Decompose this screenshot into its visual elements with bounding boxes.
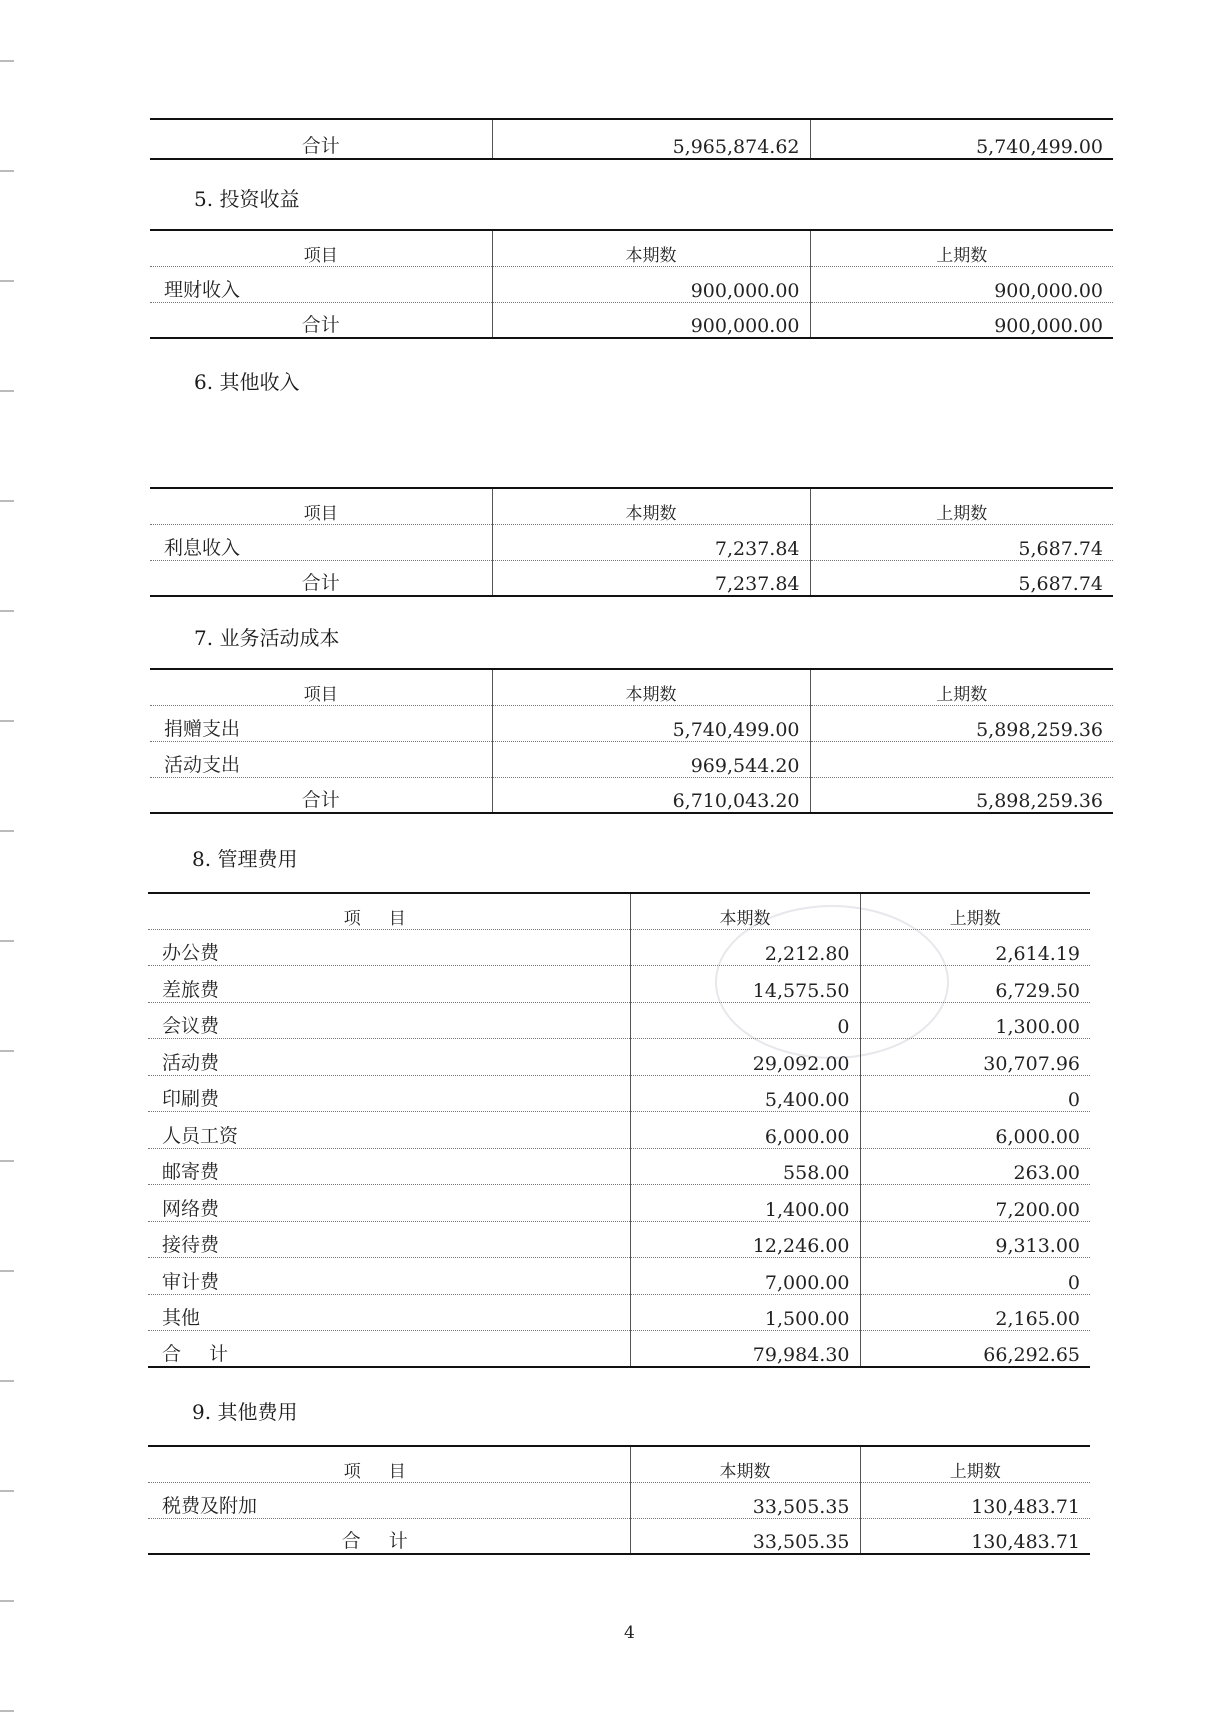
- previous-value: 900,000.00: [810, 302, 1113, 338]
- header-current: 本期数: [492, 230, 810, 266]
- current-value: 29,092.00: [630, 1039, 860, 1076]
- other-expense-table: [148, 1445, 1090, 1555]
- current-value: 0: [630, 1002, 860, 1039]
- row-label: 邮寄费: [148, 1148, 630, 1185]
- previous-value: 130,483.71: [860, 1482, 1090, 1518]
- row-label: 税费及附加: [148, 1482, 630, 1518]
- row-label: 审计费: [148, 1258, 630, 1295]
- row-label: 利息收入: [150, 524, 492, 560]
- current-value: 33,505.35: [630, 1518, 860, 1554]
- previous-value: 30,707.96: [860, 1039, 1090, 1076]
- current-value: 7,237.84: [492, 560, 810, 596]
- table-row: [150, 266, 1113, 302]
- row-label: 办公费: [148, 929, 630, 966]
- admin-expense-table: [148, 892, 1090, 1368]
- current-value: 5,400.00: [630, 1075, 860, 1112]
- row-label: 合计: [301, 572, 340, 594]
- current-value: 969,544.20: [492, 741, 810, 777]
- header-previous: 上期数: [810, 669, 1113, 705]
- current-value: 1,400.00: [630, 1185, 860, 1222]
- current-value: 900,000.00: [492, 266, 810, 302]
- previous-value: 6,729.50: [860, 966, 1090, 1003]
- table-row: [148, 1294, 1090, 1331]
- current-value: 12,246.00: [630, 1221, 860, 1258]
- header-current: 本期数: [630, 1446, 860, 1482]
- row-label: 活动费: [148, 1039, 630, 1076]
- table-row: [150, 741, 1113, 777]
- current-value: 6,710,043.20: [492, 777, 810, 813]
- header-previous: 上期数: [810, 488, 1113, 524]
- previous-value: 2,165.00: [860, 1294, 1090, 1331]
- other-income-table: [150, 487, 1113, 597]
- current-value: 5,965,874.62: [492, 119, 810, 159]
- current-value: 558.00: [630, 1148, 860, 1185]
- row-label: 其他: [148, 1294, 630, 1331]
- previous-value: 7,200.00: [860, 1185, 1090, 1222]
- top-total-table: [150, 118, 1113, 160]
- table-row: [148, 1002, 1090, 1039]
- current-value: 5,740,499.00: [492, 705, 810, 741]
- header-previous: 上期数: [810, 230, 1113, 266]
- table-row: [148, 1112, 1090, 1149]
- previous-value: 5,740,499.00: [810, 119, 1113, 159]
- row-label: 合计: [341, 1530, 436, 1552]
- table-row: [150, 119, 1113, 159]
- header-item: 项目: [148, 893, 630, 929]
- business-cost-table: [150, 668, 1113, 814]
- header-previous: 上期数: [860, 893, 1090, 929]
- table-row: [148, 966, 1090, 1003]
- previous-value: 130,483.71: [860, 1518, 1090, 1554]
- header-previous: 上期数: [860, 1446, 1090, 1482]
- current-value: 33,505.35: [630, 1482, 860, 1518]
- table-row: [148, 1518, 1090, 1554]
- previous-value: 5,898,259.36: [810, 777, 1113, 813]
- current-value: 6,000.00: [630, 1112, 860, 1149]
- table-header-row: [150, 230, 1113, 266]
- section-title: 5. 投资收益: [194, 187, 300, 211]
- current-value: 1,500.00: [630, 1294, 860, 1331]
- row-label: 活动支出: [150, 741, 492, 777]
- row-label: 会议费: [148, 1002, 630, 1039]
- investment-income-table: [150, 229, 1113, 339]
- previous-value: 66,292.65: [860, 1331, 1090, 1368]
- table-row: [150, 705, 1113, 741]
- header-item: 项目: [148, 1446, 630, 1482]
- header-item: 项目: [150, 488, 492, 524]
- page-number: 4: [624, 1623, 635, 1643]
- table-row: [148, 1075, 1090, 1112]
- current-value: 900,000.00: [492, 302, 810, 338]
- previous-value: 5,687.74: [810, 560, 1113, 596]
- previous-value: 5,898,259.36: [810, 705, 1113, 741]
- current-value: 2,212.80: [630, 929, 860, 966]
- section-title: 7. 业务活动成本: [194, 626, 340, 650]
- table-header-row: [150, 669, 1113, 705]
- row-label: 网络费: [148, 1185, 630, 1222]
- row-label: 人员工资: [148, 1112, 630, 1149]
- row-label: 理财收入: [150, 266, 492, 302]
- previous-value: 6,000.00: [860, 1112, 1090, 1149]
- table-row: [148, 1039, 1090, 1076]
- table-row: [150, 302, 1113, 338]
- row-label: 接待费: [148, 1221, 630, 1258]
- current-value: 14,575.50: [630, 966, 860, 1003]
- previous-value: 900,000.00: [810, 266, 1113, 302]
- section-title: 9. 其他费用: [192, 1400, 298, 1424]
- row-label: 差旅费: [148, 966, 630, 1003]
- table-row: [150, 560, 1113, 596]
- current-value: 7,237.84: [492, 524, 810, 560]
- row-label: 合计: [162, 1343, 257, 1365]
- row-label: 合计: [301, 789, 340, 811]
- section-title: 6. 其他收入: [194, 370, 300, 394]
- row-label: 合计: [301, 314, 340, 336]
- table-row: [150, 777, 1113, 813]
- table-row: [148, 1258, 1090, 1295]
- header-current: 本期数: [492, 669, 810, 705]
- table-row: [148, 1221, 1090, 1258]
- table-row: [148, 929, 1090, 966]
- table-row: [148, 1331, 1090, 1368]
- table-row: [150, 524, 1113, 560]
- previous-value: 5,687.74: [810, 524, 1113, 560]
- table-header-row: [148, 1446, 1090, 1482]
- binding-edge: [0, 0, 14, 1728]
- current-value: 79,984.30: [630, 1331, 860, 1368]
- header-item: 项目: [150, 230, 492, 266]
- previous-value: 9,313.00: [860, 1221, 1090, 1258]
- current-value: 7,000.00: [630, 1258, 860, 1295]
- table-row: [148, 1148, 1090, 1185]
- previous-value: 0: [860, 1075, 1090, 1112]
- previous-value: 0: [860, 1258, 1090, 1295]
- table-header-row: [148, 893, 1090, 929]
- section-title: 8. 管理费用: [192, 847, 298, 871]
- previous-value: 263.00: [860, 1148, 1090, 1185]
- header-current: 本期数: [492, 488, 810, 524]
- header-item: 项目: [150, 669, 492, 705]
- previous-value: [810, 741, 1113, 777]
- table-row: [148, 1482, 1090, 1518]
- table-header-row: [150, 488, 1113, 524]
- previous-value: 2,614.19: [860, 929, 1090, 966]
- row-label: 合计: [301, 135, 340, 157]
- header-current: 本期数: [630, 893, 860, 929]
- row-label: 捐赠支出: [150, 705, 492, 741]
- previous-value: 1,300.00: [860, 1002, 1090, 1039]
- table-row: [148, 1185, 1090, 1222]
- row-label: 印刷费: [148, 1075, 630, 1112]
